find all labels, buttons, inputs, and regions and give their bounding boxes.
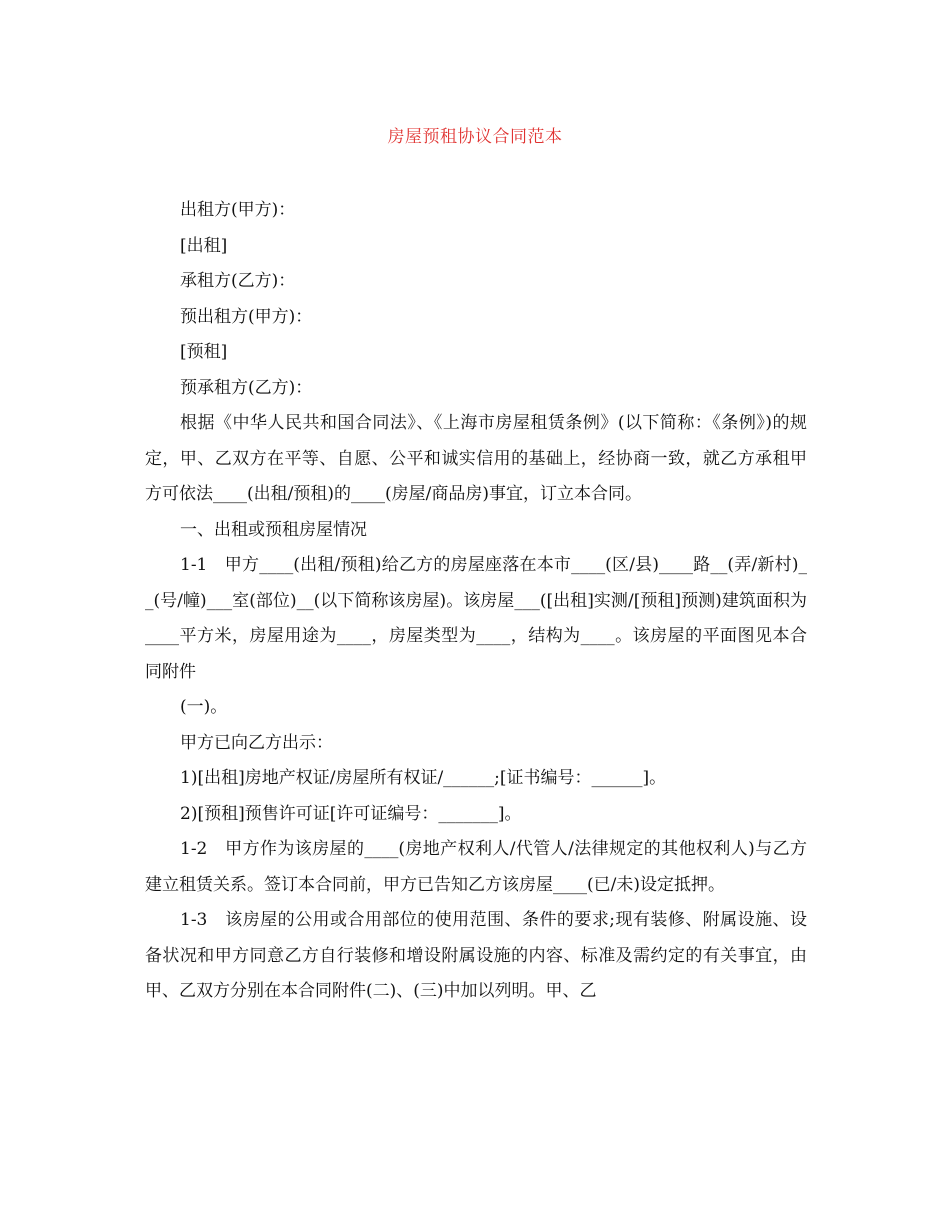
clause-1-1-attachment: (一)。 [180,697,228,717]
document-body [145,193,807,1010]
preamble-paragraph: 根据《中华人民共和国合同法》、《上海市房屋租赁条例》(以下简称：《条例》)的规定，甲、乙双方在平等、自愿、公平和诚实信用的基础上，经协商一致，就乙方承租甲方可依法____(出租/预租)的____(房屋/商品房)事宜，订立本合同。 [145,413,807,504]
clause-1-2: 1-2 甲方作为该房屋的____(房地产权利人/代管人/法律规定的其他权利人)与乙方建立租赁关系。签订本合同前，甲方已告知乙方该房屋____(已/未)设定抵押。 [145,839,807,895]
clause-1-3: 1-3 该房屋的公用或合用部位的使用范围、条件的要求;现有装修、附属设施、设备状况和甲方同意乙方自行装修和增设附属设施的内容、标准及需约定的有关事宜，由甲、乙双方分别在本合同附件(二)、(三)中加以列明。甲、乙 [145,910,807,1001]
lessee-label: 承租方(乙方)： [180,271,296,291]
shown-document-2: 2)[预租]预售许可证[许可证编号：_______]。 [180,803,522,824]
lessor-label: 出租方(甲方)： [180,200,296,220]
pre-lessee-label: 预承租方(乙方)： [180,377,313,398]
section-heading-1: 一、出租或预租房屋情况 [180,519,367,540]
clause-1-1: 1-1 甲方____(出租/预租)给乙方的房屋座落在本市____(区/县)____路__(弄/新村)__(号/幢)___室(部位)__(以下简称该房屋)。该房屋___([出租]实测/[预租]预测)建筑面积为____平方米，房屋用途为____，房屋类型为____，结构为____。该房屋的平面图见本合同附件 [145,555,807,682]
prerent-bracket-label: [预租] [180,342,228,362]
shown-documents-label: 甲方已向乙方出示： [180,732,333,753]
pre-lessor-label: 预出租方(甲方)： [180,306,313,327]
rent-bracket-label: [出租] [180,235,228,256]
shown-document-1: 1)[出租]房地产权证/房屋所有权证/______;[证书编号：______]。 [180,768,667,788]
document-title: 房屋预租协议合同范本 [387,127,563,147]
